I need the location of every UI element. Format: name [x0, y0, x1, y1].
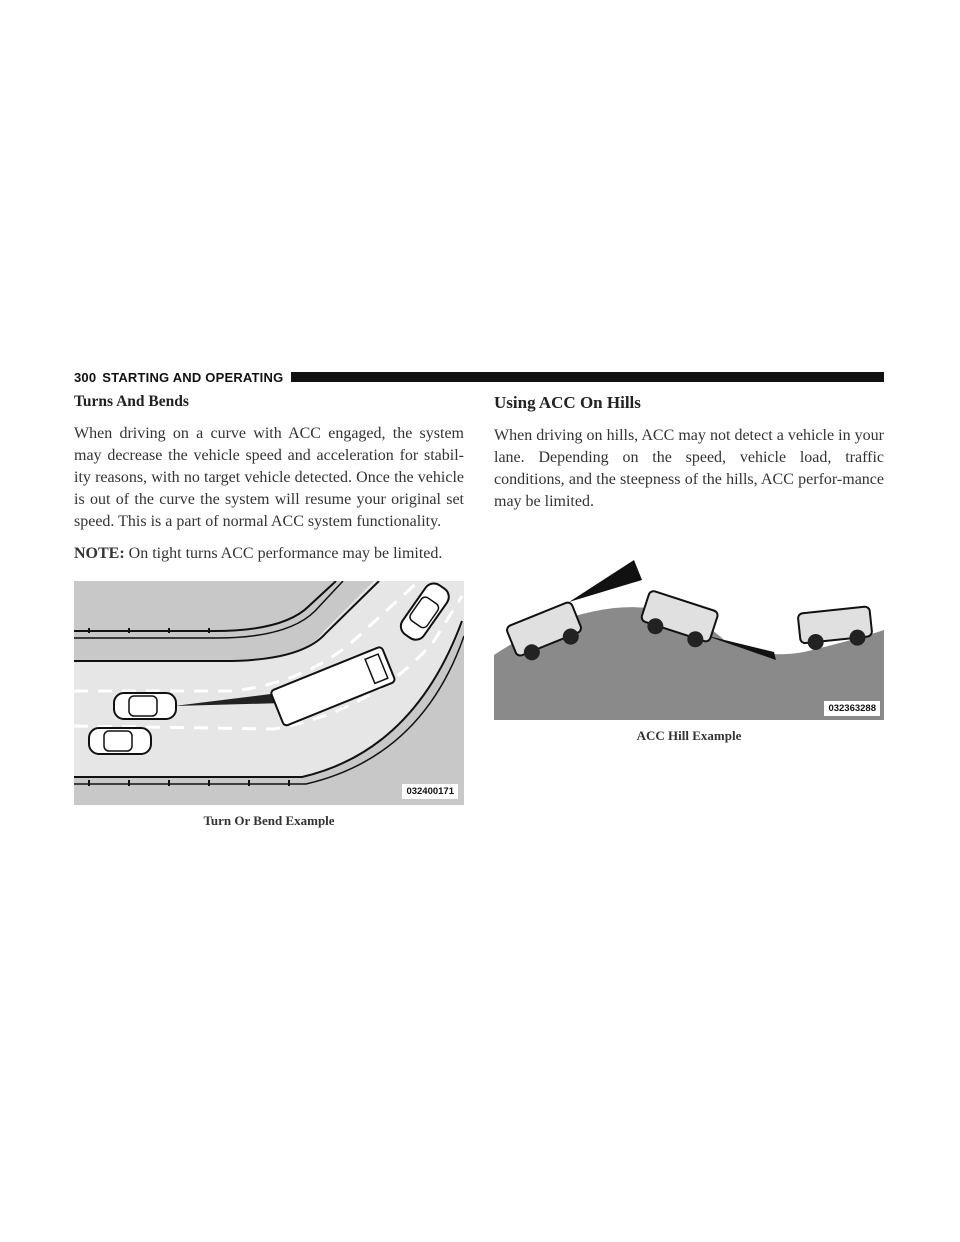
figure-code: 032363288	[824, 701, 880, 716]
turn-or-bend-illustration	[74, 581, 464, 805]
hill-drawing	[494, 560, 884, 720]
section-heading-acc-on-hills: Using ACC On Hills	[494, 393, 641, 412]
figure-caption-turn: Turn Or Bend Example	[203, 813, 335, 828]
figure-code: 032400171	[402, 784, 458, 799]
right-column	[494, 393, 884, 523]
section-heading-turns-and-bends: Turns And Bends	[74, 393, 189, 410]
chapter-title: STARTING AND OPERATING	[102, 369, 284, 385]
figure-caption-hill: ACC Hill Example	[636, 728, 742, 743]
acc-hill-illustration	[494, 560, 884, 720]
running-header	[74, 369, 884, 385]
turn-or-bend-drawing	[74, 581, 464, 805]
left-column	[74, 393, 464, 575]
lead-car-icon	[114, 693, 176, 719]
page-number: 300	[74, 369, 97, 385]
turns-paragraph: When driving on a curve with ACC engaged, the system may decrease the vehicle speed and acceleration for stabil-ity reasons, with no target vehicle detected. Once the vehicle is out of the curve the system will resume your original set speed. This is a part of normal ACC system functionality.	[74, 425, 464, 530]
hills-paragraph: When driving on hills, ACC may not detect a vehicle in your lane. Depending on the speed, vehicle load, traffic conditions, and the steepness of the hills, ACC perfor-mance may be limited.	[494, 427, 884, 510]
note-label: NOTE:	[74, 545, 125, 562]
note-paragraph	[74, 543, 464, 565]
note-text: On tight turns ACC performance may be limited.	[128, 545, 443, 562]
header-rule	[291, 372, 884, 382]
